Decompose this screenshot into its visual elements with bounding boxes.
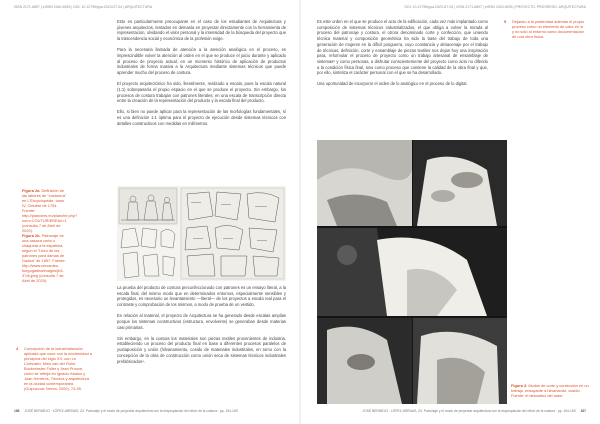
paragraph: Una oportunidad de incorporar el orden de lo analógico en el proceso de lo digital. <box>317 81 468 87</box>
page-number: 167 <box>580 409 586 413</box>
paragraph: Esto es particularmente preocupante en el caso de los estudiantes de Arquitectura y jóvenes arquitectos, tentados en demasía en proyectar directamente con la herramienta de representación, olvidando el valor personal y la intensidad de la búsqueda del proyecto que la trascendencia social y económica de la profesión exige. <box>117 19 286 42</box>
sewing-photo-collage <box>317 140 507 404</box>
footer-right <box>362 409 586 413</box>
paragraph: El proyecto arquitectónico ha sido, literalmente, realizado a escala, pues la escala natural (1:1) sobrepasaría el propio espacio en el que se produce el proyecto. Sin embargo, los procesos de costura trabajan con patrones literales, en una escala de transcripción directa entre la creación de la representación del producto y la escala final del producto. <box>117 81 286 104</box>
footnote-text: Dejando a la posteridad además el propio proceso como un elemento de valor en sí y no sólo al entorno como documentación de una obra física. <box>512 19 585 39</box>
footnote-5 <box>504 19 586 39</box>
running-head-left: ISSN 2171-6897 | eISSN 2340-6933 | DOI: 10.12795/ppa.2023.i27.04 | ARQUITECTURA <box>14 5 153 9</box>
right-page-body <box>317 19 488 93</box>
figure-2b-text: Patronaje de una casaca corta o chaqueta a la española, según el "Libro de los patrones para damas de Gadea" de 1857. Fuente: http://www.cervantes-fuegogadea/images/jb3-37dt.jpeg (consulta 7 de Abril de 2020). <box>22 233 66 283</box>
figure-2a-label: Figura 2a. <box>22 188 41 193</box>
footer-citation: JOSÉ BERMEJO · LÓPEZ-ARENAS, Z4. Patronaje y el modo de proyectar arquitectura con la reapropiación del oficio de la costura · pp. 154-169 <box>24 409 238 413</box>
figure-2-image <box>117 186 286 281</box>
footnote-number: 5 <box>504 19 507 24</box>
figure-3-caption <box>511 383 591 398</box>
page-number: 166 <box>14 409 20 413</box>
running-head-right: DOI: 10.12795/ppa.2023.i27.04 | ISSN 2171-6897 | eISSN 2340-6933 | PROYECTO, PROGRESO, ARQUITECTURA <box>404 5 586 9</box>
figure-2a-text: Definición de las labores de "costurera" en L'Encyclopédie, tomo IV, Octubre de 1754. Fuente: http://planches.eu/planche.php?nom=COUTURIERE&v=1 (consulta 7 de Abril de 2020). <box>22 188 78 233</box>
paragraph: Para la necesaria llamada de atención a la atención analógica en el proceso, es imprescindible volver la atención al orden en el que se produce el juicio durante y aplicado al proceso de proyecto actual, en un momento histórico de aplicación de productos industriales de forma masiva a la Arquitectura mediante sistemas técnicos que puede aprender mucho del proceso de costura. <box>117 47 286 76</box>
paragraph: Ello, si bien no puede aplicar para la representación de las morfologías fundamentales, sí es una definición 1:1 óptima para el proyecto de ejecución desde sistemas técnicos con detalles constructivos con medidas en milímetros. <box>117 109 286 126</box>
paragraph: Sin embargo, en la costura los materiales son piezas textiles provenientes de industria, estableciendo un proceso del producto final en base a diferentes procesos paralelos de yuxtaposición y unión (hilvanamiento, cosido de materiales industriales, en torno con la concepción de la obra de construcción como unión seca de sistemas técnicos industriales prefabricados⁴. <box>117 335 286 364</box>
footnote-number: 4 <box>16 346 19 351</box>
paragraph: Es este orden en el que se produce el acto de la edificación, cada vez más implantado como composición de sistemas técnicos industrializados, el que obliga a volver la mirada al proceso del patronaje y costura, el otrora denominado corte y confección, que uniendo técnica material y composición geométrica ha sido la base del trabajo de toda una generación de mujeres en la difícil posguerra, cuyo constancia y almacenaje por el trabajo de técnicas, definición, corte y ensamblaje de piezas textiles nos dejan hoy una inspiración para, reformular el proceso de proyecto como un trabajo artesanal de ensamblaje de sistemas⁵ y como personas, a disfrutar conscientemente del proyecto como acto no diferido a la condición física final, sino como proceso que contiene la calidad de la obra final y que, por ello, sintetiza el carácter personal con el que se ha desarrollado. <box>317 19 488 76</box>
footnote-4 <box>16 346 92 391</box>
figure-3-photos <box>317 140 507 404</box>
paragraph: En relación al material, el proyecto de Arquitectura se ha generado desde escalas amplias porque los sistemas constructivos (estructura, envolvente) se generaban desde materias casi primarias. <box>117 313 286 330</box>
figure-3-text: Modos de corte y confección en un trabajo, ensayante a hilvanando, cosido. Fuente: el descartuz del autor. <box>511 383 589 398</box>
left-page-body <box>117 19 286 132</box>
figure-2b-label: Figura 2b. <box>22 233 41 238</box>
paragraph: La prueba del producto de costura preconfeccionado con patrones es un ensayo literal, a la escala final, del mismo modo que en determinados entornos, especialmente sensibles y protegidos, es necesario un levantamiento —literal— de los proyectos a escala real para el contraste y comprobación de los mismos, a modo de prueba de un vestido. <box>117 285 286 308</box>
left-page-body-lower <box>117 285 286 370</box>
footer-left <box>14 409 238 413</box>
figure-2-caption <box>22 188 78 283</box>
footer-citation: JOSÉ BERMEJO · LÓPEZ-ARENAS, Z4. Patronaje y el modo de proyectar arquitectura con la reapropiación del oficio de la costura · pp. 154-169 <box>362 409 576 413</box>
page-gutter <box>299 0 301 424</box>
figure-3-label: Figura 3. <box>511 383 528 388</box>
sewing-engraving-illustration <box>117 186 286 281</box>
footnote-text: Concepción de la industrialización aplicada que nace con la modernidad a principios del siglo XX, con Le Corbusier, Mies van der Rohe, Buckminster Fuller y Jean Prouvé, como se refleja en Ignacio Abalos y Juan Herreros, Técnica y arquitectura en la ciudad contemporánea (Guipúzcoa: Nerea, 2000), 74-95. <box>24 346 92 391</box>
